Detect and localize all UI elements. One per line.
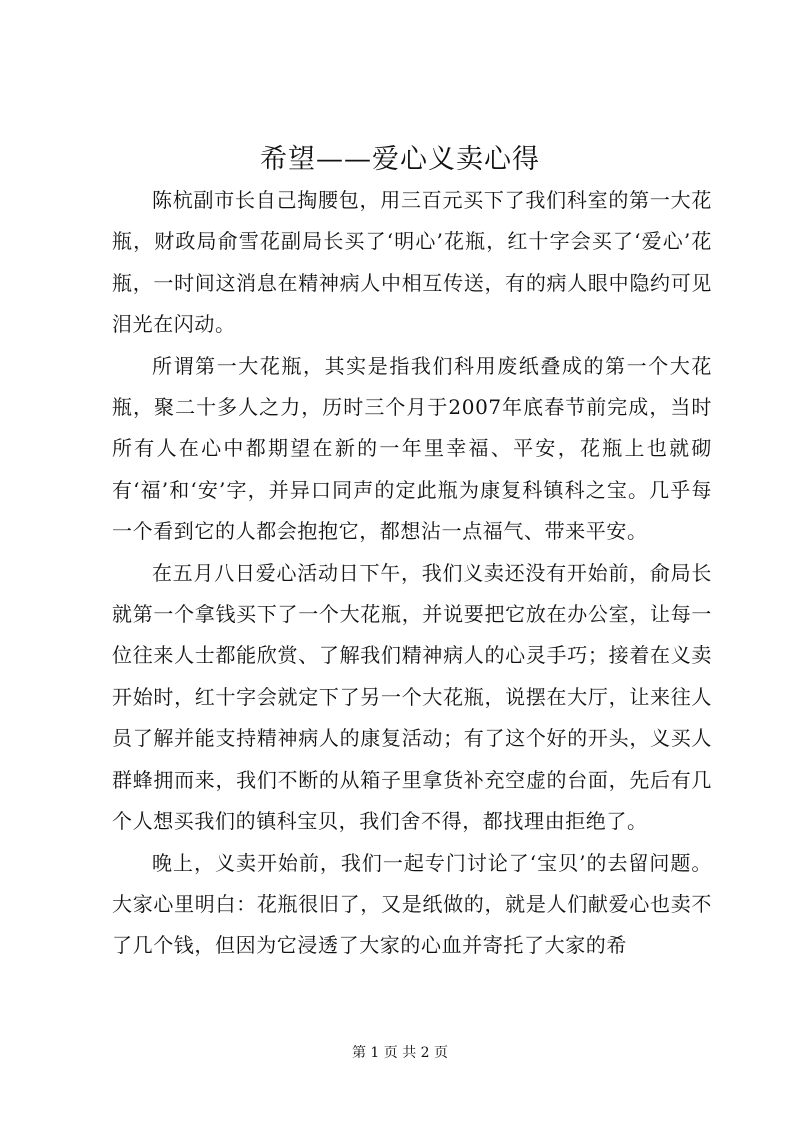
paragraph-3: 在五月八日爱心活动日下午，我们义卖还没有开始前，俞局长就第一个拿钱买下了一个大花瓶，并说要把它放在办公室，让每一位往来人士都能欣赏、了解我们精神病人的心灵手巧；接着在义卖开始时，红十字会就定下了另一个大花瓶，说摆在大厅，让来往人员了解并能支持精神病人的康复活动；有了这个好的开头，义买人群蜂拥而来，我们不断的从箱子里拿货补充空虚的台面，先后有几个人想买我们的镇科宝贝，我们舍不得，都找理由拒绝了。	[112, 560, 712, 834]
document-title: 希望——爱心义卖心得	[260, 144, 540, 175]
page-footer	[0, 1043, 800, 1063]
paragraph-1: 陈杭副市长自己掏腰包，用三百元买下了我们科室的第一大花瓶，财政局俞雪花副局长买了‘明心’花瓶，红十字会买了‘爱心’花瓶，一时间这消息在精神病人中相互传送，有的病人眼中隐约可见泪光在闪动。	[112, 188, 712, 337]
paragraph-2: 所谓第一大花瓶，其实是指我们科用废纸叠成的第一个大花瓶，聚二十多人之力，历时三个月于2007年底春节前完成，当时所有人在心中都期望在新的一年里幸福、平安，花瓶上也就砌有‘福’和‘安’字，并异口同声的定此瓶为康复科镇科之宝。几乎每一个看到它的人都会抱抱它，都想沾一点福气、带来平安。	[112, 353, 712, 544]
page-number-label: 第 1 页 共 2 页	[351, 1045, 449, 1061]
paragraph-4: 晚上，义卖开始前，我们一起专门讨论了‘宝贝’的去留问题。大家心里明白：花瓶很旧了，又是纸做的，就是人们献爱心也卖不了几个钱，但因为它浸透了大家的心血并寄托了大家的希	[112, 850, 712, 958]
document-body	[112, 180, 712, 967]
